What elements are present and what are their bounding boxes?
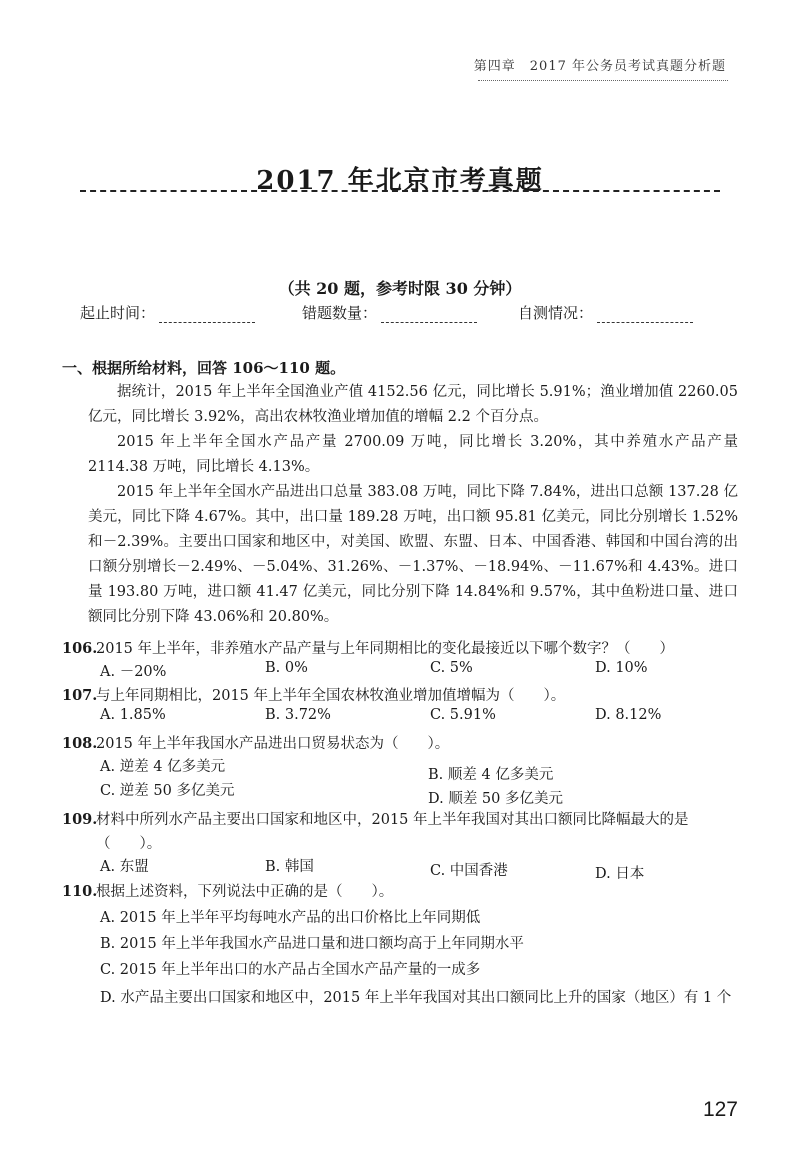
option-109-b[interactable]: B. 韩国: [265, 859, 314, 875]
header-rule: [478, 80, 728, 81]
question-109: [62, 808, 742, 856]
option-107-b[interactable]: B. 3.72%: [265, 707, 331, 723]
question-stem: 材料中所列水产品主要出口国家和地区中，2015 年上半年我国对其出口额同比降幅最大的是（ ）。: [96, 812, 689, 852]
option-106-a[interactable]: A. －20%: [100, 664, 167, 680]
option-107-a[interactable]: A. 1.85%: [100, 707, 166, 723]
option-108-b[interactable]: B. 顺差 4 亿多美元: [428, 767, 554, 783]
section-heading: 一、根据所给材料，回答 106～110 题。: [62, 359, 346, 377]
running-head: 第四章 2017 年公务员考试真题分析题: [473, 59, 726, 74]
page-number: 127: [702, 1098, 738, 1121]
start-time-blank: [159, 308, 255, 323]
option-107-c[interactable]: C. 5.91%: [430, 707, 496, 723]
option-106-c[interactable]: C. 5%: [430, 660, 473, 676]
error-count-blank: [381, 308, 477, 323]
option-107-d[interactable]: D. 8.12%: [595, 707, 662, 723]
question-number: 108.: [62, 735, 98, 752]
question-106: [62, 637, 742, 661]
question-stem: 根据上述资料，下列说法中正确的是（ ）。: [96, 884, 394, 900]
question-stem: 与上年同期相比，2015 年上半年全国农林牧渔业增加值增幅为（ ）。: [96, 688, 566, 704]
question-number: 110.: [62, 883, 98, 900]
option-106-b[interactable]: B. 0%: [265, 660, 308, 676]
material-passage: [88, 380, 738, 630]
option-110-d[interactable]: D. 水产品主要出口国家和地区中，2015 年上半年我国对其出口额同比上升的国家（地区）有 1 个: [100, 990, 732, 1006]
option-110-a[interactable]: A. 2015 年上半年平均每吨水产品的出口价格比上年同期低: [100, 910, 481, 926]
title-rule: [80, 190, 720, 192]
material-paragraph-2: 2015 年上半年全国水产品产量 2700.09 万吨，同比增长 3.20%，其中养殖水产品产量 2114.38 万吨，同比增长 4.13%。: [88, 434, 738, 475]
start-time-label: 起止时间：: [80, 304, 156, 322]
self-check-label: 自测情况：: [518, 304, 594, 322]
question-110: [62, 880, 742, 904]
option-110-b[interactable]: B. 2015 年上半年我国水产品进口量和进口额均高于上年同期水平: [100, 936, 524, 952]
option-106-d[interactable]: D. 10%: [595, 660, 648, 676]
page-title: 2017 年北京市考真题: [256, 166, 544, 196]
question-107: [62, 684, 742, 708]
self-check-blank: [597, 308, 693, 323]
question-stem: 2015 年上半年我国水产品进出口贸易状态为（ ）。: [96, 736, 450, 752]
question-number: 106.: [62, 640, 98, 657]
question-number: 107.: [62, 687, 98, 704]
option-110-c[interactable]: C. 2015 年上半年出口的水产品占全国水产品产量的一成多: [100, 962, 481, 978]
option-108-c[interactable]: C. 逆差 50 多亿美元: [100, 783, 235, 799]
subtitle: （共 20 题，参考时限 30 分钟）: [278, 279, 522, 298]
self-check-field: [518, 302, 693, 323]
option-109-d[interactable]: D. 日本: [595, 866, 645, 882]
error-count-label: 错题数量：: [302, 304, 378, 322]
start-time-field: [80, 302, 255, 323]
option-108-a[interactable]: A. 逆差 4 亿多美元: [100, 759, 226, 775]
option-109-c[interactable]: C. 中国香港: [430, 863, 508, 879]
question-number: 109.: [62, 811, 98, 828]
option-109-a[interactable]: A. 东盟: [100, 859, 149, 875]
error-count-field: [302, 302, 477, 323]
question-108: [62, 732, 742, 756]
material-paragraph-3: 2015 年上半年全国水产品进出口总量 383.08 万吨，同比下降 7.84%，进出口总额 137.28 亿美元，同比下降 4.67%。其中，出口量 189.28 万吨，出口额 95.81 亿美元，同比分别增长 1.52%和－2.39%。主要出口国家和地区中，对美国、欧盟、东盟、日本、中国香港、韩国和中国台湾的出口额分别增长－2.49%、－5.04%、31.26%、－1.37%、－18.94%、－11.67%和 4.43%。进口量 193.80 万吨，进口额 41.47 亿美元，同比分别下降 14.84%和 9.57%，其中鱼粉进口量、进口额同比分别下降 43.06%和 20.80%。: [88, 484, 738, 625]
option-108-d[interactable]: D. 顺差 50 多亿美元: [428, 791, 563, 807]
material-paragraph-1: 据统计，2015 年上半年全国渔业产值 4152.56 亿元，同比增长 5.91%；渔业增加值 2260.05 亿元，同比增长 3.92%，高出农林牧渔业增加值的增幅 2.2 个百分点。: [88, 384, 738, 425]
question-stem: 2015 年上半年，非养殖水产品产量与上年同期相比的变化最接近以下哪个数字？（ ）: [96, 641, 675, 657]
